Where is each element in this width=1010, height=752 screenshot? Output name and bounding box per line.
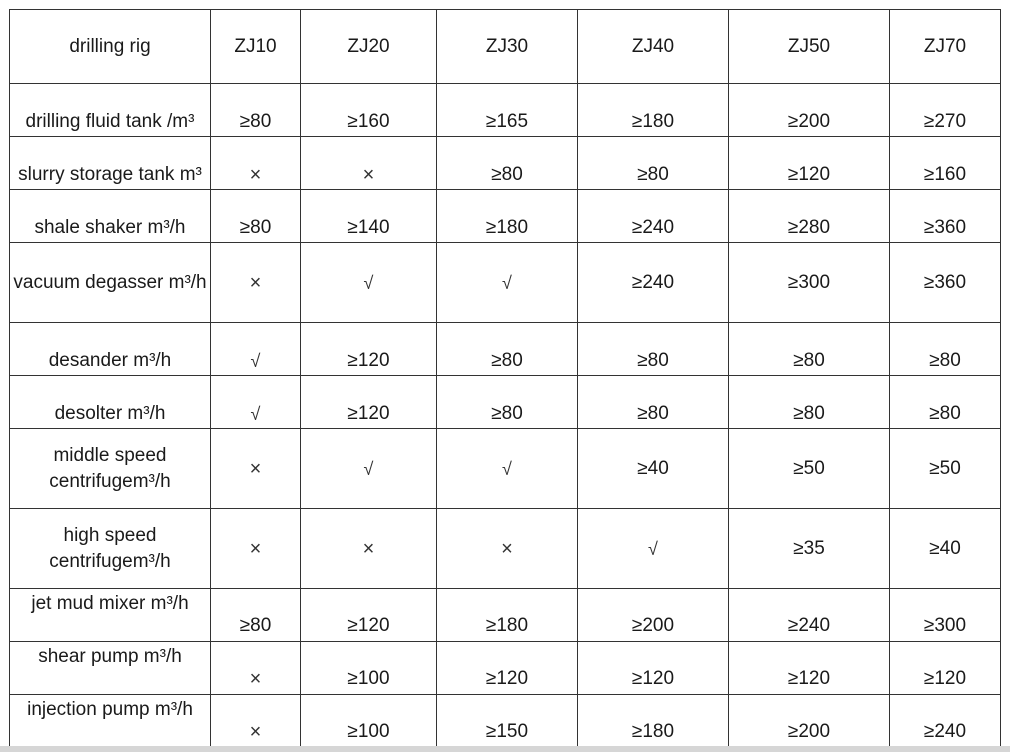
table-cell: ≥180 <box>437 589 578 642</box>
check-mark-icon: √ <box>301 429 437 509</box>
table-cell: ≥80 <box>437 137 578 190</box>
table-cell: ≥80 <box>729 376 890 429</box>
table-cell: ≥80 <box>211 84 301 137</box>
table-cell: ≥200 <box>729 84 890 137</box>
table-row <box>10 84 1001 137</box>
table-cell: ≥240 <box>890 695 1001 748</box>
table-cell: ≥240 <box>729 589 890 642</box>
column-header-zj50: ZJ50 <box>729 10 890 84</box>
cross-mark-icon: × <box>211 243 301 323</box>
table-cell: ≥280 <box>729 190 890 243</box>
table-cell: ≥150 <box>437 695 578 748</box>
table-cell: ≥50 <box>729 429 890 509</box>
table-cell: ≥100 <box>301 642 437 695</box>
check-mark-icon: √ <box>211 376 301 429</box>
table-cell: ≥160 <box>890 137 1001 190</box>
table-row <box>10 429 1001 509</box>
cross-mark-icon: × <box>211 137 301 190</box>
table-cell: ≥80 <box>437 376 578 429</box>
table-cell: ≥120 <box>301 376 437 429</box>
table-cell: ≥120 <box>890 642 1001 695</box>
check-mark-icon: √ <box>301 243 437 323</box>
row-label: injection pump m³/h <box>10 695 211 748</box>
cross-mark-icon: × <box>437 509 578 589</box>
table-cell: ≥240 <box>578 190 729 243</box>
check-mark-icon: √ <box>211 323 301 376</box>
table-cell: ≥80 <box>729 323 890 376</box>
table-cell: ≥180 <box>437 190 578 243</box>
bottom-edge-strip <box>0 746 1010 752</box>
cross-mark-icon: × <box>301 509 437 589</box>
check-mark-icon: √ <box>578 509 729 589</box>
row-label: jet mud mixer m³/h <box>10 589 211 642</box>
table-cell: ≥80 <box>211 190 301 243</box>
cross-mark-icon: × <box>211 509 301 589</box>
table-cell: ≥100 <box>301 695 437 748</box>
table-cell: ≥120 <box>437 642 578 695</box>
table-row <box>10 137 1001 190</box>
row-label: shale shaker m³/h <box>10 190 211 243</box>
table-row <box>10 323 1001 376</box>
row-label: drilling fluid tank /m³ <box>10 84 211 137</box>
table-cell: ≥180 <box>578 695 729 748</box>
table-cell: ≥120 <box>729 642 890 695</box>
table-cell: ≥80 <box>890 376 1001 429</box>
column-header-zj10: ZJ10 <box>211 10 301 84</box>
table-cell: ≥200 <box>578 589 729 642</box>
table-cell: ≥80 <box>578 137 729 190</box>
table-cell: ≥120 <box>578 642 729 695</box>
table-cell: ≥40 <box>578 429 729 509</box>
check-mark-icon: √ <box>437 243 578 323</box>
column-header-zj40: ZJ40 <box>578 10 729 84</box>
table-cell: ≥300 <box>890 589 1001 642</box>
table-cell: ≥360 <box>890 190 1001 243</box>
table-cell: ≥50 <box>890 429 1001 509</box>
table-cell: ≥240 <box>578 243 729 323</box>
header-label-cell: drilling rig <box>10 10 211 84</box>
table-cell: ≥35 <box>729 509 890 589</box>
table-row <box>10 190 1001 243</box>
table-cell: ≥40 <box>890 509 1001 589</box>
table-cell: ≥80 <box>890 323 1001 376</box>
equipment-spec-table <box>9 9 1001 748</box>
cross-mark-icon: × <box>211 695 301 748</box>
table-row <box>10 642 1001 695</box>
table-cell: ≥120 <box>301 323 437 376</box>
row-label: middle speed centrifugem³/h <box>10 429 211 509</box>
table-row <box>10 695 1001 748</box>
row-label: vacuum degasser m³/h <box>10 243 211 323</box>
header-row <box>10 10 1001 84</box>
table-row <box>10 589 1001 642</box>
table-cell: ≥80 <box>578 323 729 376</box>
row-label: shear pump m³/h <box>10 642 211 695</box>
table-row <box>10 376 1001 429</box>
check-mark-icon: √ <box>437 429 578 509</box>
column-header-zj70: ZJ70 <box>890 10 1001 84</box>
table-cell: ≥165 <box>437 84 578 137</box>
column-header-zj20: ZJ20 <box>301 10 437 84</box>
table-cell: ≥360 <box>890 243 1001 323</box>
table-cell: ≥270 <box>890 84 1001 137</box>
cross-mark-icon: × <box>301 137 437 190</box>
table-cell: ≥180 <box>578 84 729 137</box>
table-row <box>10 509 1001 589</box>
row-label: desander m³/h <box>10 323 211 376</box>
column-header-zj30: ZJ30 <box>437 10 578 84</box>
table-cell: ≥140 <box>301 190 437 243</box>
table-body <box>10 10 1001 748</box>
row-label: high speed centrifugem³/h <box>10 509 211 589</box>
table-cell: ≥300 <box>729 243 890 323</box>
table-cell: ≥120 <box>301 589 437 642</box>
table-cell: ≥200 <box>729 695 890 748</box>
table-cell: ≥80 <box>211 589 301 642</box>
table-cell: ≥80 <box>437 323 578 376</box>
table-row <box>10 243 1001 323</box>
table-cell: ≥80 <box>578 376 729 429</box>
row-label: slurry storage tank m³ <box>10 137 211 190</box>
cross-mark-icon: × <box>211 429 301 509</box>
table-cell: ≥160 <box>301 84 437 137</box>
cross-mark-icon: × <box>211 642 301 695</box>
row-label: desolter m³/h <box>10 376 211 429</box>
table-cell: ≥120 <box>729 137 890 190</box>
